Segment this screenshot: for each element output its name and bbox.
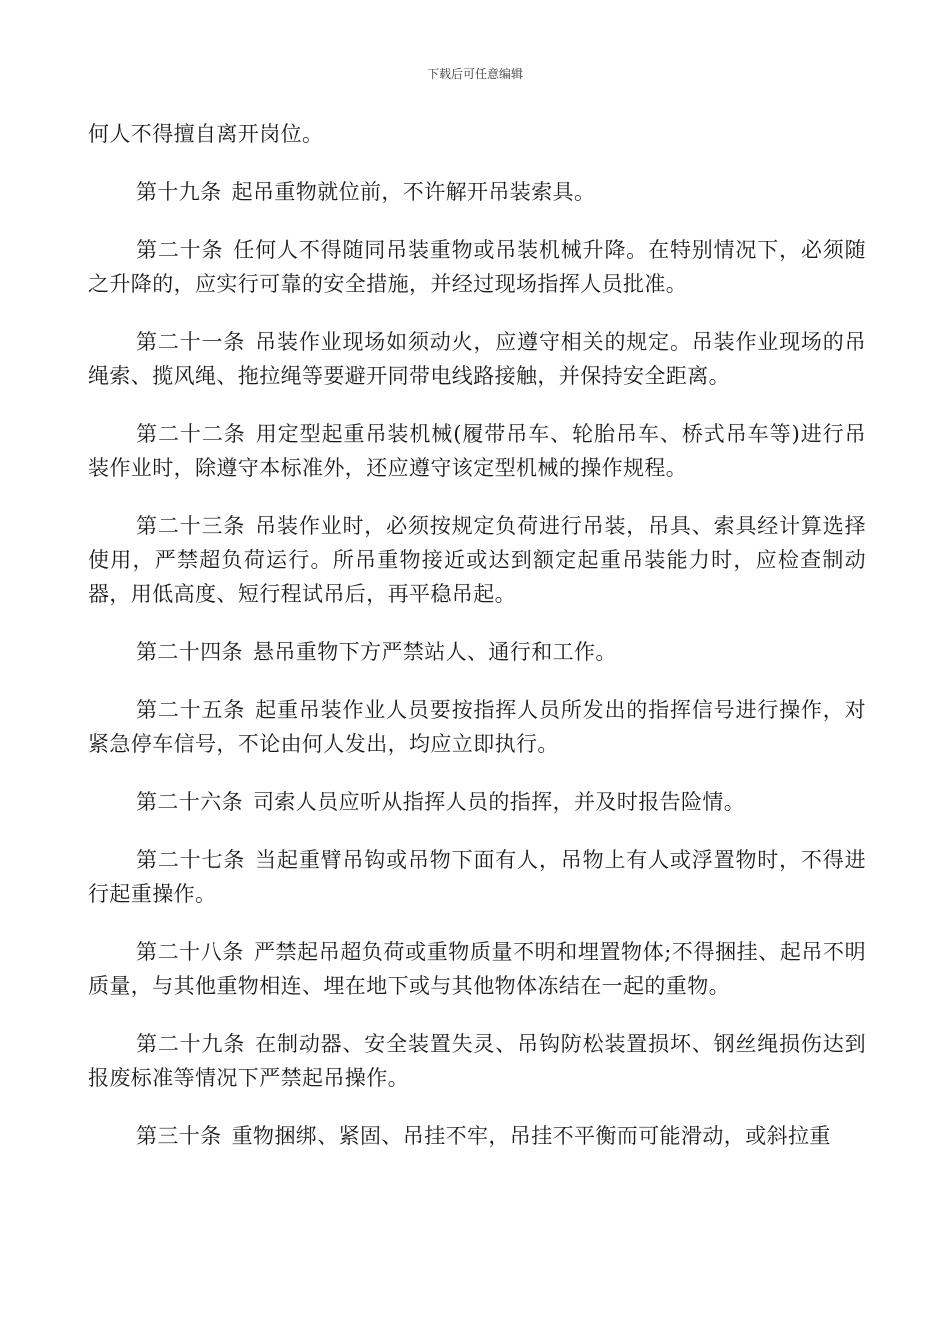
article-text: 起吊重物就位前，不许解开吊装索具。 bbox=[231, 180, 596, 204]
article-text: 当起重臂吊钩或吊物下面有人，吊物上有人或浮置物时，不得进行起重操作。 bbox=[88, 848, 866, 906]
article-number: 第二十三条 bbox=[136, 514, 246, 538]
article-24 bbox=[88, 635, 866, 669]
paragraph-continuation bbox=[88, 117, 866, 151]
article-number: 第二十九条 bbox=[136, 1032, 246, 1056]
article-26 bbox=[88, 785, 866, 819]
article-text: 在制动器、安全装置失灵、吊钩防松装置损坏、钢丝绳损伤达到报废标准等情况下严禁起吊操作。 bbox=[88, 1032, 866, 1090]
article-19 bbox=[88, 175, 866, 209]
paragraph-text: 何人不得擅自离开岗位。 bbox=[88, 122, 324, 146]
article-text: 严禁起吊超负荷或重物质量不明和埋置物体;不得捆挂、起吊不明质量，与其他重物相连、埋在地下或与其他物体冻结在一起的重物。 bbox=[88, 940, 866, 998]
article-21 bbox=[88, 325, 866, 393]
article-text: 吊装作业时，必须按规定负荷进行吊装，吊具、索具经计算选择使用，严禁超负荷运行。所吊重物接近或达到额定起重吊装能力时，应检查制动器，用低高度、短行程试吊后，再平稳吊起。 bbox=[88, 514, 866, 606]
article-text: 司索人员应听从指挥人员的指挥，并及时报告险情。 bbox=[253, 790, 746, 814]
article-text: 起重吊装作业人员要按指挥人员所发出的指挥信号进行操作，对紧急停车信号，不论由何人发出，均应立即执行。 bbox=[88, 698, 866, 756]
article-20 bbox=[88, 233, 866, 301]
article-text: 用定型起重吊装机械(履带吊车、轮胎吊车、桥式吊车等)进行吊装作业时，除遵守本标准外，还应遵守该定型机械的操作规程。 bbox=[88, 422, 867, 480]
article-28 bbox=[88, 935, 866, 1003]
article-number: 第二十五条 bbox=[136, 698, 246, 722]
article-number: 第二十条 bbox=[136, 238, 224, 262]
article-text: 吊装作业现场如须动火，应遵守相关的规定。吊装作业现场的吊绳索、揽风绳、拖拉绳等要避开同带电线路接触，并保持安全距离。 bbox=[88, 330, 866, 388]
article-30 bbox=[88, 1119, 866, 1153]
document-body bbox=[88, 117, 866, 1153]
article-23 bbox=[88, 509, 866, 611]
article-22 bbox=[88, 417, 866, 485]
article-29 bbox=[88, 1027, 866, 1095]
article-25 bbox=[88, 693, 866, 761]
article-number: 第二十七条 bbox=[136, 848, 246, 872]
page-header: 下载后可任意编辑 bbox=[426, 67, 523, 81]
article-number: 第二十八条 bbox=[136, 940, 244, 964]
article-number: 第二十四条 bbox=[136, 640, 243, 664]
article-number: 第二十六条 bbox=[136, 790, 243, 814]
article-number: 第二十一条 bbox=[136, 330, 246, 354]
article-text: 任何人不得随同吊装重物或吊装机械升降。在特别情况下，必须随之升降的，应实行可靠的安全措施，并经过现场指挥人员批准。 bbox=[88, 238, 866, 296]
article-number: 第三十条 bbox=[136, 1124, 222, 1148]
article-text: 重物捆绑、紧固、吊挂不牢，吊挂不平衡而可能滑动，或斜拉重 bbox=[231, 1124, 831, 1148]
article-number: 第十九条 bbox=[136, 180, 222, 204]
article-27 bbox=[88, 843, 866, 911]
article-number: 第二十二条 bbox=[136, 422, 246, 446]
article-text: 悬吊重物下方严禁站人、通行和工作。 bbox=[253, 640, 617, 664]
